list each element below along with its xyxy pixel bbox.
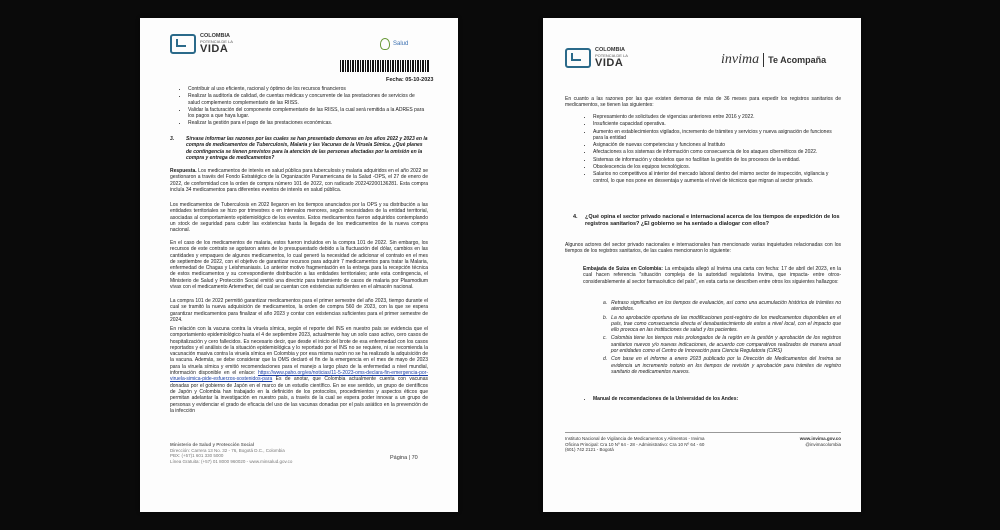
bullet-item: • Realizar la auditoría de calidad, de cuentas médicas y concurrente de las prestaciones de servicios de salud complemento complementario de las RIISS. [188,93,428,106]
footer-pbx: PBX: (+57)1 601 330 5000 [170,453,224,458]
suiza-label: Embajada de Suiza en Colombia: [583,266,663,272]
answer-text: Es de anotar, que Colombia actualmente cuenta con vacunas donadas por el gobierno de Japón en el marco de un estudio científico. En se ese sentido, un grupo de científicos de Japón y Colombia han trabajado en la definición de los protocolos, procedimientos y aspectos éticos que permitan adelantar la investigación en nuestro país, a través de la cual se espera poder innovar a un grupo de personas y evidenciar el grado de eficacia del uso de las vacunas donadas por el país asiático en la prevención de la infección [170,376,428,414]
footer-address: Oficina Principal: Cra 10 Nº 64 - 28 - Administrativo: Cra 10 Nº 64 - 60 [565,441,705,447]
footer-divider [565,432,841,433]
reasons-list [583,114,841,185]
question-number: 3. [170,136,175,142]
invima-wordmark: invima [721,52,760,67]
footer-address: Dirección: Carrera 13 No. 32 - 76, Bogotá D.C., Colombia [170,447,285,453]
finding-item: d. Con base en el informe a enero 2023 publicado por la Dirección de Medicamentos del Invima se evidencia un incremento notorio en los tiempos de revisión y aprobación para trámites de registro sanitario de medicamentos nuevos. [603,356,841,375]
answer-paragraph-2: Los medicamentos de Tuberculosis en 2022 llegaron en los tiempos anunciados por la OPS y su distribución a las entidades territoriales se hizo por trimestres o en intervalos menores, según necesidades de la entidad territorial, asociadas al comportamiento epidemiológico de los eventos. Estos medicamentos fueron adquiridos contemplando un stock de seguridad para cubrir las existencias hasta la llegada de los medicamentos de la nueva compra nacional. [170,202,428,234]
reason-item: • Insuficiente capacidad operativa. [593,121,841,127]
suiza-item [583,266,841,285]
logo-line2: POTENCIA DE LA [200,38,233,44]
barcode [340,60,430,72]
reason-item: • Salarios no competitivos al interior del mercado laboral dentro del mismo sector de inspección, vigilancia y control, lo que nos pone en desventaja y aumenta el nivel de técnicos que migran al sector privado. [593,171,841,184]
footer-social[interactable]: @invimacolombia [805,441,841,447]
manual-item [583,396,841,403]
intro-paragraph: En cuanto a las razones por las que existen demoras de más de 36 meses para expedir los registros sanitarios de medicamentos, se tienen las siguientes: [565,96,841,109]
bullet-list [178,86,428,128]
footer-line: Línea Gratuita: (+57) 01 8000 960020 - www.minsalud.gov.co [170,458,293,464]
colombia-logo-icon [170,34,196,54]
question-3: Sírvase informar las razones por las cuales se han presentado demoras en los años 2022 y 2023 en la compra de medicamentos de Tuberculosis, Malaria y las Vacunas de la Viruela Símica. ¿Qué planes de contingencia se tienen previstos para la atención de las personas afectadas por la omisión en la compra y entrega de medicamentos? [186,136,428,161]
finding-item: c. Colombia tiene los tiempos más prolongados de la región en la gestión y aprobación de los registros sanitarios nuevos y/o nuevas indicaciones, de acuerdo con comparativos realizados de manera anual por entidades como el Centro de Innovación para Ciencia Regulatoria (CIRS) [603,335,841,355]
footer-org: Instituto Nacional de Vigilancia de Medicamentos y Alimentos - Invima [565,436,705,441]
document-page-2 [543,18,861,512]
logo-line2: POTENCIA DE LA [595,52,628,58]
finding-item: a. Retraso significativo en los tiempos de evaluación, así como una acumulación histórica de trámites no atendidos. [603,300,841,313]
reason-item: • Asignación de nuevas competencias y funciones al Instituto [593,142,841,148]
question-4: ¿Qué opina el sector privado nacional e internacional acerca de los tiempos de expedición de los registros sanitarios? ¿El gobierno se ha sentado a dialogar con ellos? [585,214,840,227]
reason-item: • Sistemas de información y obsoletos que no facilitan la gestión de los procesos de la entidad. [593,157,841,163]
colombia-logo [170,34,233,55]
answer-paragraph-5 [170,326,428,414]
logo-line3: VIDA [200,42,229,55]
footer-website[interactable]: www.invima.gov.co [799,436,841,441]
bullet-item: • Validar la facturación del componente complementario de las RIISS, la cual será remitida a la ADRES para los pagos a que haya lugar. [188,107,428,120]
reason-item: • Obsolescencia de los equipos tecnológicos. [593,164,841,170]
answer-label: Respuesta. [170,168,197,174]
footer-left [565,436,755,453]
document-date: Fecha: 05-10-2023 [386,77,434,83]
answer-paragraph-4: La compra 101 de 2022 permitió garantizar medicamentos para el primer semestre del año 2023, tiempo durante el cual se tramitó la nueva adquisición de medicamentos, la orden de compra 560 de 2023, con la que se espera garantizar medicamentos para finalizar el año 2023 y contar con existencias suficientes para el primer semestre de 2024. [170,298,428,323]
answer-text: En relación con la vacuna contra la viruela símica, según el reporte del INS en nuestro país se evidencia que el comportamiento epidemiológico hasta el 4 de septiembre 2023, actualmente hay un solo caso activo, cero casos de hospitalización y cero fallecidos. Es necesario decir, que desde el inicio del brote de esa enfermedad con los casos reportados y el análisis de la situación epidemiológica y lo reportado por el INS no se requiere, ni se recomienda la vacunación masiva contra la viruela símica en Colombia y por esa misma razón no se ha realizado la adquisición de la vacuna. Además, se debe considerar que la OMS declaró el fin de la emergencia en el mes de mayo de 2023 para la viruela símica y emitió recomendaciones para el manejo a largo plazo de la enfermedad a nivel mundial, información disponible en el enlace: [170,326,428,377]
reason-item: • Represamiento de solicitudes de vigencias anteriores entre 2016 y 2022. [593,114,841,120]
bullet-item: • Contribuir al uso eficiente, racional y óptimo de los recursos financieros [188,86,428,92]
oms-link[interactable]: https://www.paho.org/es/noticias/11-5-2023-oms-declara-fin-emergencia-por-viruela-simica-pide-esfuerzos-sostenidos-para [170,370,428,383]
footer-org: Ministerio de Salud y Protección Social [170,442,255,447]
logo-divider [763,53,764,67]
page-number: Página | 70 [390,455,418,461]
reason-item: • Afectaciones a los sistemas de información como consecuencia de los ataques cibernéticos de 2022. [593,149,841,155]
invima-slogan: Te Acompaña [768,55,827,65]
logo-line1: COLOMBIA [200,33,230,39]
logo-line3: VIDA [595,56,624,69]
salud-icon [380,38,390,50]
footer-phone: (601) 742 2121 - Bogotá [565,447,614,452]
question-number: 4. [573,214,578,220]
finding-item: b. La no aprobación oportuna de las modificaciones post-registro de los medicamentos disponibles en el país, trae como consecuencia directa el desabastecimiento de estos a nivel local, con el impacto que ello provoca en las instituciones de salud y los pacientes. [603,314,841,334]
manual-heading: • Manual de recomendaciones de la Universidad de los Andes: [593,396,841,402]
footer-right [779,436,841,447]
invima-logo [721,52,826,68]
bullet-item: • Realizar la gestión para el pago de las prestaciones económicas. [188,120,428,126]
logo-line1: COLOMBIA [595,47,625,53]
colombia-logo-icon [565,48,591,68]
answer-text: Los medicamentos de interés en salud pública para tuberculosis y malaria adquiridos en el año 2022 se gestionaron a través del Fondo Estratégico de la Organización Panamericana de la Salud -OPS, el 27 de enero de 2022, de conformidad con la orden de compra número 101 de 2022, con radicado 202242200136281. Esta compra incluía 34 medicamentos para diferentes eventos de interés en salud pública. [170,168,429,193]
salud-logo [380,38,408,50]
reason-item: • Aumento en establecimientos vigilados, incremento de trámites y servicios y nueva asignación de funciones para la entidad [593,129,841,142]
document-page-1 [140,18,458,512]
colombia-logo [565,48,628,69]
answer-paragraph-3: En el caso de los medicamentos de malaria, estos fueron incluidos en la compra 101 de 2022. Sin embargo, los recursos de este contrato se agotaron antes de lo presupuestado debido a la fluctuación del dólar, cambios en las cantidades y empaques de algunos medicamentos, lo cual generó la necesidad de adicionar el contrato en el mes de septiembre de 2022, con el objetivo de garantizar recursos para adquirir 7 medicamentos para tratar la Malaria, enfermedad de Chagas y Leishmaniasis. Lo anterior motivo fragmentación en la entrega para la recepción técnica de estos medicamentos y su correspondiente distribución a las entidades territoriales; ante esta contingencia, el Ministerio de Salud y Protección Social emitió una directriz para tratamiento de casos de malaria por Plasmodium vivax con el medicamento Artemether, del cual se cuentan con existencias suficientes en el almacén nacional. [170,240,428,291]
actors-paragraph: Algunos actores del sector privado nacionales e internacionales han mencionado varias inquietudes relacionadas con los tiempos de los registros sanitarios, de las cuales mencionaron lo siguiente: [565,242,841,255]
salud-label: Salud [393,41,409,47]
findings-list [603,300,841,377]
suiza-text: La embajada allegó al Invima una carta con fecha: 17 de abril del 2023, en la cual hacen referencia "situación compleja de la autoridad regulatoria Invima, que impacta- entre otros- considerablemente al sector farmacéutico del país", en esta carta se describen entre otros los siguientes hallazgos: [583,266,842,285]
answer-paragraph-1 [170,168,428,193]
footer-left [170,442,370,464]
